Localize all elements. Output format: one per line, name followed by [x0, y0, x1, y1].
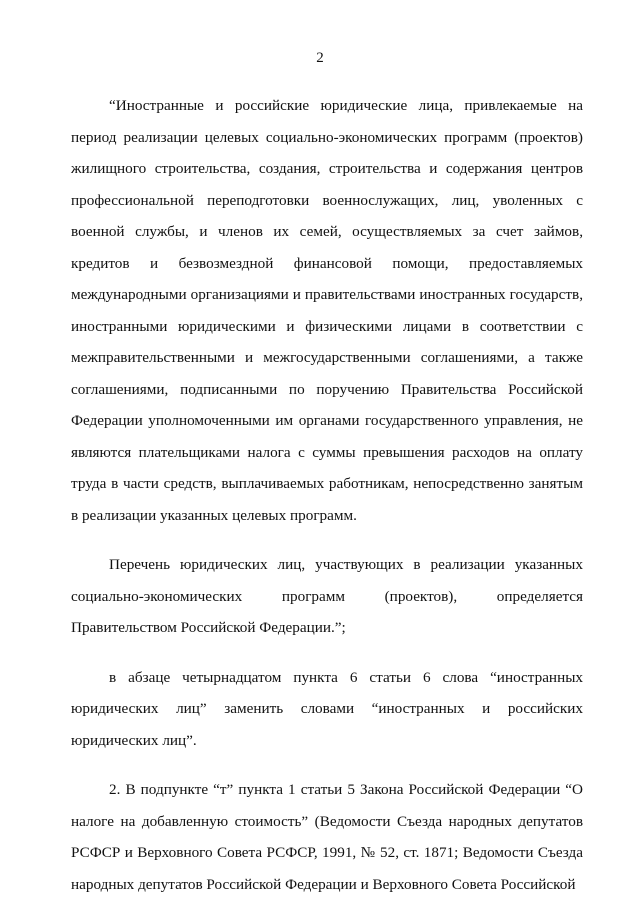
paragraph-entity-list: Перечень юридических лиц, участвующих в реализации указанных социально-экономических программ (проектов), определяется Правительством Российской Федерации.”;	[71, 556, 583, 636]
paragraph-exemption-clause: “Иностранные и российские юридические лица, привлекаемые на период реализации целевых социально-экономических программ (проектов) жилищного строительства, создания, строительства и содержания центров профессиональной переподготовки военнослужащих, лиц, уволенных с военной службы, и членов их семей, осуществляемых за счет займов, кредитов и безвозмездной финансовой помощи, предоставляемых международными организациями и правительствами иностранных государств, иностранными юридическими и физическими лицами в соответствии с межправительственными и межгосударственными соглашениями, а также соглашениями, подписанными по поручению Правительства Российской Федерации уполномоченными им органами государственного управления, не являются плательщиками налога с суммы превышения расходов на оплату труда в части средств, выплачиваемых работникам, непосредственно занятым в реализации указанных целевых программ.	[71, 97, 583, 524]
document-body	[71, 90, 583, 900]
paragraph-amendment: в абзаце четырнадцатом пункта 6 статьи 6 слова “иностранных юридических лиц” заменить словами “иностранных и российских юридических лиц”.	[71, 668, 583, 749]
page-number: 2	[316, 50, 324, 66]
paragraph-vat-law: 2. В подпункте “т” пункта 1 статьи 5 Закона Российской Федерации “О налоге на добавленную стоимость” (Ведомости Съезда народных депутатов РСФСР и Верховного Совета РСФСР, 1991, № 52, ст. 1871; Ведомости Съезда народных депутатов Российской Федерации и Верховного Совета Российской	[71, 781, 583, 893]
